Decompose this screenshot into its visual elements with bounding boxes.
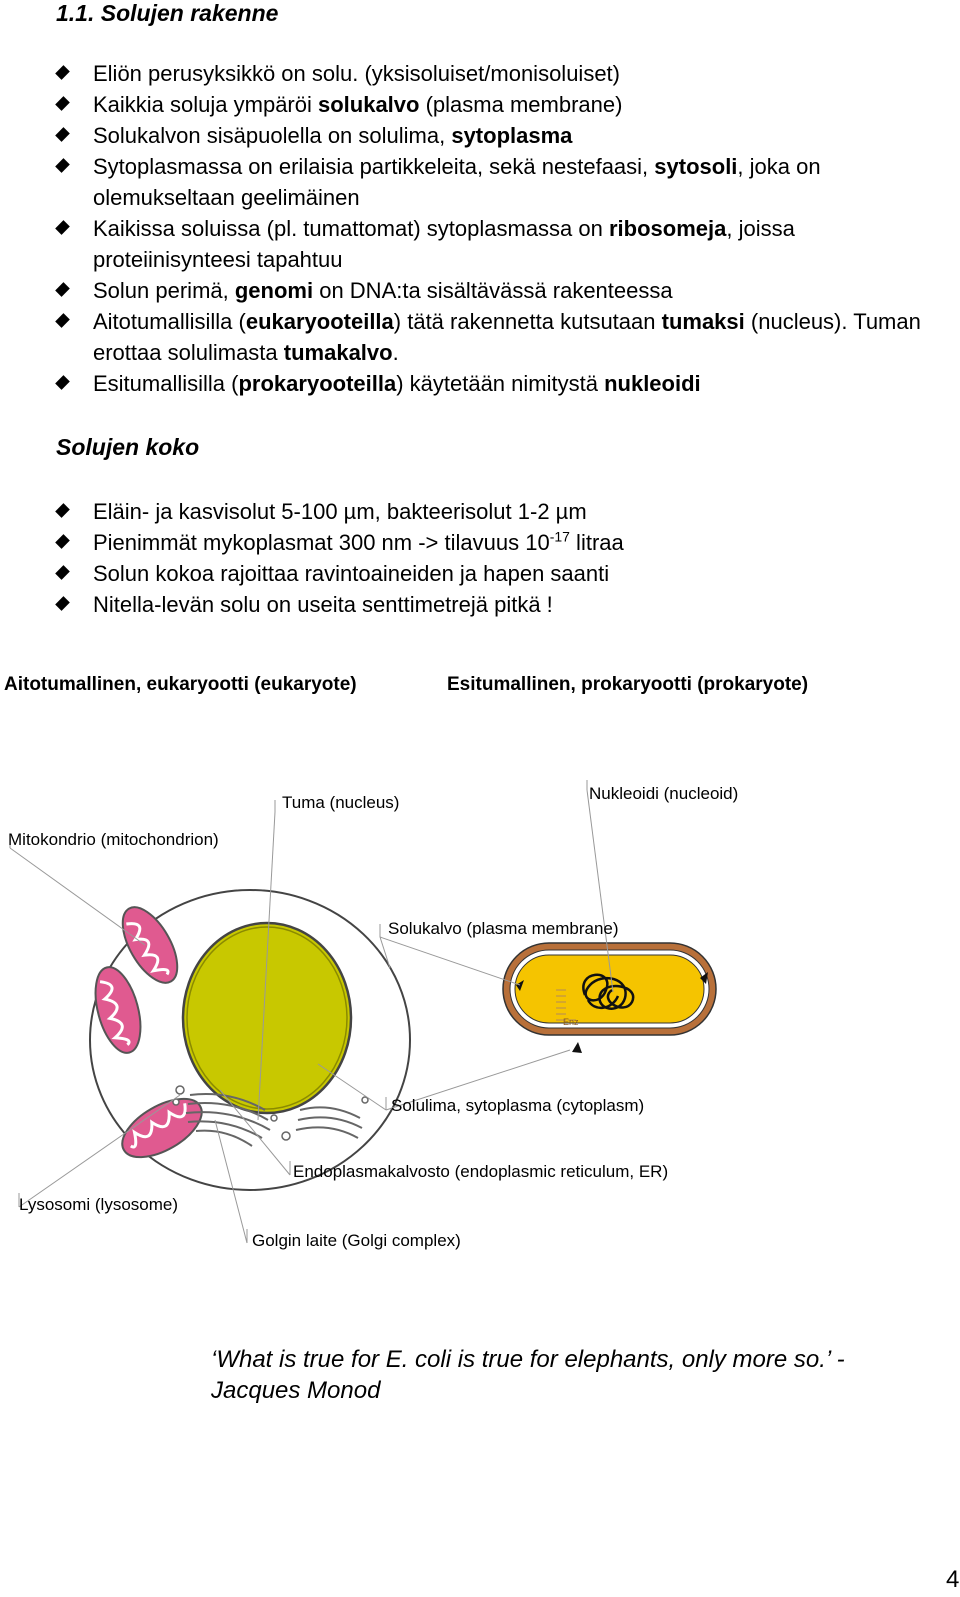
bold-term: eukaryooteilla xyxy=(245,309,394,334)
text-run: Nitella-levän solu on useita senttimetrejä pitkä ! xyxy=(93,592,553,617)
label-nucleoid: Nukleoidi (nucleoid) xyxy=(589,784,739,803)
text-run: ) käytetään nimitystä xyxy=(396,371,605,396)
monod-quote xyxy=(211,1344,845,1406)
text-run: , joissa proteiinisynteesi tapahtuu xyxy=(93,216,795,272)
text-run: Kaikkia soluja ympäröi xyxy=(93,92,318,117)
text-run: Aitotumallisilla ( xyxy=(93,309,246,334)
text-run: , joka on olemukseltaan geelimäinen xyxy=(93,154,821,210)
text-run: Pienimmät mykoplasmat 300 nm -> tilavuus 10 xyxy=(93,530,550,555)
eukaryote-caption: Aitotumallinen, eukaryootti (eukaryote) xyxy=(4,674,357,695)
bold-term: ribosomeja xyxy=(608,216,727,241)
bold-term: genomi xyxy=(234,278,314,303)
quote-line-2: Jacques Monod xyxy=(211,1377,381,1404)
bold-term: tumaksi xyxy=(661,309,745,334)
label-lysosome: Lysosomi (lysosome) xyxy=(19,1195,179,1214)
text-run: Sytoplasmassa on erilaisia partikkeleita, sekä nestefaasi, xyxy=(93,154,655,179)
cell-size-heading: Solujen koko xyxy=(56,434,200,460)
text-run: (nucleus). Tuman erottaa solulimasta xyxy=(93,309,921,365)
label-plasma-membrane: Solukalvo (plasma membrane) xyxy=(388,919,619,938)
label-cytoplasm: Solulima, sytoplasma (cytoplasm) xyxy=(391,1096,645,1115)
text-run: ) tätä rakennetta kutsutaan xyxy=(393,309,662,334)
label-er: Endoplasmakalvosto (endoplasmic reticulum, ER) xyxy=(293,1162,669,1181)
bold-term: tumakalvo xyxy=(283,340,393,365)
bold-term: sytoplasma xyxy=(451,123,573,148)
label-golgi: Golgin laite (Golgi complex) xyxy=(252,1231,461,1250)
text-run: litraa xyxy=(569,530,624,555)
page-number: 4 xyxy=(946,1566,960,1593)
text-run: Kaikissa soluissa (pl. tumattomat) sytoplasmassa on xyxy=(93,216,609,241)
text-run: Solun kokoa rajoittaa ravintoaineiden ja hapen saanti xyxy=(93,561,610,586)
text-run: Solun perimä, xyxy=(93,278,235,303)
bold-term: prokaryooteilla xyxy=(238,371,397,396)
bold-term: sytosoli xyxy=(654,154,738,179)
text-run: Eläin- ja kasvisolut 5-100 µm, bakteerisolut 1-2 µm xyxy=(93,499,587,524)
quote-line-1: ‘What is true for E. coli is true for elephants, only more so.’ - xyxy=(211,1346,845,1373)
bold-term: nukleoidi xyxy=(604,371,701,396)
superscript: -17 xyxy=(549,528,570,545)
prokaryote-caption: Esitumallinen, prokaryootti (prokaryote) xyxy=(447,674,809,695)
label-nucleus: Tuma (nucleus) xyxy=(282,793,400,812)
text-run: Eliön perusyksikkö on solu. (yksisoluiset/monisoluiset) xyxy=(93,61,620,86)
text-run: on DNA:ta sisältävässä rakenteessa xyxy=(313,278,673,303)
section-heading: 1.1. Solujen rakenne xyxy=(56,0,279,26)
label-mitochondrion: Mitokondrio (mitochondrion) xyxy=(8,830,219,849)
bold-term: solukalvo xyxy=(317,92,420,117)
text-run: . xyxy=(392,340,399,365)
enzyme-tag: Enz xyxy=(563,1017,579,1027)
text-run: (plasma membrane) xyxy=(419,92,623,117)
text-run: Solukalvon sisäpuolella on solulima, xyxy=(93,123,452,148)
text-run: Esitumallisilla ( xyxy=(93,371,239,396)
